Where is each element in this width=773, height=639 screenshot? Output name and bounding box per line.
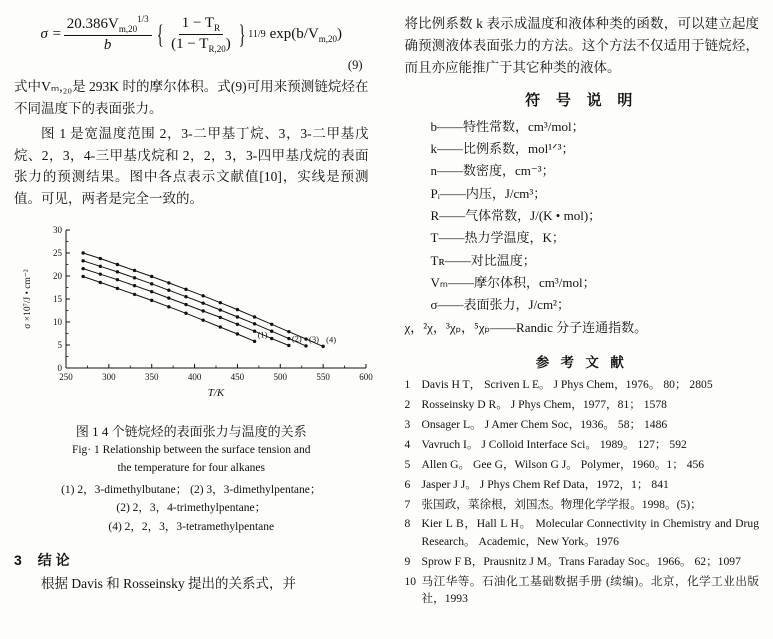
reference-number: 8 <box>404 517 411 531</box>
symbol-item: n——数密度，cm⁻³； <box>430 163 555 179</box>
reference-item <box>405 436 760 453</box>
svg-text:T/K: T/K <box>207 387 225 400</box>
reference-item <box>405 515 760 550</box>
reference-number: 7 <box>404 497 411 511</box>
symbol-item: χ，²χ，³χₚ，⁵χₚ——Randic 分子连通指数。 <box>404 319 648 335</box>
symbol-item: Pᵢ——内压，J/cm³； <box>430 185 547 201</box>
reference-item <box>405 396 760 413</box>
left-paragraph-2: 图 1 是宽温度范围 2，3-二甲基丁烷、3，3-二甲基戊烷、2，3，4-三甲基戊烷和 2，2，3，3-四甲基戊烷的表面张力的预测结果。图中各点表示文献值[10]，实线是预测值。可见，两者是完全一致的。 <box>14 125 369 207</box>
svg-text:0: 0 <box>57 363 62 374</box>
reference-item <box>405 553 760 570</box>
figure-1-caption-en-line1: Fig· 1 Relationship between the surface tension and <box>71 444 311 457</box>
symbols-heading: 符 号 说 明 <box>525 92 639 109</box>
figure-1-legend-item: (1) 2，3-dimethylbutane； (2) 3，3-dimethylpentane； <box>61 483 322 496</box>
equation-lhs: σ = <box>40 26 62 43</box>
reference-number: 6 <box>404 477 411 491</box>
equation-denominator: b <box>103 37 112 54</box>
equation-numerator <box>64 14 152 36</box>
figure-1-caption-cn: 图 1 4 个链烷烃的表面张力与温度的关系 <box>75 424 307 440</box>
surface-tension-chart <box>14 220 374 415</box>
equation-bracket-exponent: 11/9 <box>248 29 266 41</box>
reference-text: Rosseinsky D R。 J Phys Chem，1977，81； 1578 <box>421 398 667 412</box>
reference-number: 5 <box>404 457 411 471</box>
reference-item <box>405 456 760 473</box>
figure-1-legend-item: (4) 2，2，3，3-tetramethylpentane <box>108 520 275 533</box>
equation-number: (9) <box>347 57 363 72</box>
svg-text:15: 15 <box>53 294 62 305</box>
svg-text:(4): (4) <box>326 334 337 345</box>
right-column <box>387 10 760 639</box>
equation-numerator-sub: m,20 <box>118 24 138 35</box>
reference-number: 9 <box>404 554 411 568</box>
figure-1-legend-list <box>14 481 369 536</box>
equation-left-brace: { <box>156 19 164 49</box>
reference-text: Kier L B，Hall L H。 Molecular Connectivity in Chemistry and Drug Research。 Academic，New York。1976 <box>421 517 759 548</box>
reference-text: Sprow F B，Prausnitz J M。Trans Faraday Soc。1966。 62；1097 <box>421 554 741 568</box>
reference-text: Vavruch I。 J Colloid Interface Sci。 1989。 127； 592 <box>421 437 687 451</box>
section-heading-3 <box>14 550 369 570</box>
symbol-item: Vₘ——摩尔体积，cm³/mol； <box>430 275 596 291</box>
reference-number: 2 <box>404 398 411 412</box>
svg-text:300: 300 <box>102 372 116 383</box>
reference-text: Onsager L。 J Amer Chem Soc，1936。 58； 1486 <box>421 417 668 431</box>
svg-text:10: 10 <box>53 317 62 328</box>
references-list <box>405 376 760 607</box>
reference-text: 张国政，菜徐根，刘国杰。物理化学学报。1998。(5)； <box>421 497 702 511</box>
section-3-paragraph: 根据 Davis 和 Rosseinsky 提出的关系式，并 <box>41 576 297 592</box>
figure-1-legend-item: (2) 2，3，4-trimethylpentane； <box>116 502 267 515</box>
equation-tail-text: exp(b/V <box>269 25 319 42</box>
figure-1-caption-en-line2: the temperature for four alkanes <box>117 462 265 475</box>
symbols-list <box>405 116 760 340</box>
equation-numerator-text: 20.386V <box>66 16 119 33</box>
reference-item <box>405 476 760 493</box>
svg-text:(3): (3) <box>309 334 319 345</box>
symbol-item: T——热力学温度，K； <box>430 230 565 246</box>
reference-item <box>405 496 760 513</box>
right-paragraph-1: 将比例系数 k 表示成温度和液体种类的函数，可以建立起度确预测液体表面张力的方法。这个方法不仅适用于链烷烃，而且亦应能推广于其它种类的液体。 <box>404 16 759 75</box>
equation-inner-den-end: ) <box>225 36 231 53</box>
symbol-item: b——特性常数，cm³/mol； <box>430 118 585 134</box>
reference-text: Allen G。 Gee G，Wilson G J。 Polymer，1960。1； 456 <box>421 457 705 471</box>
section-title: 结 论 <box>37 552 70 569</box>
reference-item <box>405 573 760 608</box>
equation-inner-num-text: 1 − T <box>181 15 215 31</box>
symbol-item: R——气体常数，J/(K • mol)； <box>430 208 602 224</box>
figure-1 <box>14 220 373 536</box>
reference-number: 10 <box>404 574 417 588</box>
svg-text:600: 600 <box>359 372 373 383</box>
equation-numerator-sup: 1/3 <box>137 14 149 25</box>
equation-right-brace: } <box>238 19 246 49</box>
symbol-item: Tʀ——对比温度； <box>430 252 536 268</box>
reference-text: 马江华等。石油化工基础数据手册 (续编)。北京，化学工业出版社，1993 <box>421 574 759 605</box>
svg-text:500: 500 <box>273 372 288 383</box>
svg-text:250: 250 <box>59 372 73 383</box>
left-paragraph-1: 式中Vₘ,₂₀是 293K 时的摩尔体积。式(9)可用来预测链烷烃在不同温度下的表面张力。 <box>14 78 369 116</box>
reference-item <box>405 416 760 433</box>
svg-text:(2): (2) <box>291 333 302 344</box>
svg-text:30: 30 <box>53 225 62 236</box>
figure-1-chart <box>14 220 373 415</box>
reference-number: 4 <box>404 437 411 451</box>
svg-text:(1): (1) <box>257 329 268 340</box>
references-heading: 参 考 文 献 <box>535 355 628 371</box>
reference-text: Jasper J J。 J Phys Chem Ref Data，1972，1； 841 <box>421 477 669 491</box>
svg-text:350: 350 <box>144 372 159 383</box>
svg-text:σ ×10⁷/J • cm⁻²: σ ×10⁷/J • cm⁻² <box>23 269 33 329</box>
reference-item <box>405 376 760 393</box>
equation-inner-fraction <box>168 14 234 56</box>
svg-text:550: 550 <box>316 372 330 383</box>
equation-inner-den-text: (1 − T <box>171 36 209 53</box>
equation-expression <box>40 14 342 56</box>
equation-tail-sub: m,20 <box>318 33 338 44</box>
reference-number: 1 <box>404 378 411 392</box>
equation-inner-num <box>179 14 223 35</box>
equation-tail-end: ) <box>337 25 343 42</box>
reference-text: Davis H T， Scriven L E。 J Phys Chem，1976。 80； 2805 <box>421 378 713 392</box>
equation-fraction <box>64 14 152 56</box>
equation-inner-num-sub: R <box>214 23 221 33</box>
section-number: 3 <box>14 552 22 569</box>
symbol-item: σ——表面张力，J/cm²； <box>430 297 570 313</box>
equation-inner-den <box>168 35 234 56</box>
figure-1-caption <box>14 422 369 478</box>
equation-9 <box>14 14 369 73</box>
left-column <box>14 10 387 639</box>
svg-text:25: 25 <box>53 248 62 259</box>
svg-text:400: 400 <box>187 372 202 383</box>
svg-text:5: 5 <box>57 340 62 351</box>
svg-text:450: 450 <box>230 372 245 383</box>
equation-tail <box>270 26 342 44</box>
symbol-item: k——比例系数，mol¹ᐟ³； <box>430 140 575 156</box>
equation-inner-den-sub: R,20 <box>208 44 226 55</box>
svg-text:20: 20 <box>53 271 62 282</box>
reference-number: 3 <box>404 417 411 431</box>
